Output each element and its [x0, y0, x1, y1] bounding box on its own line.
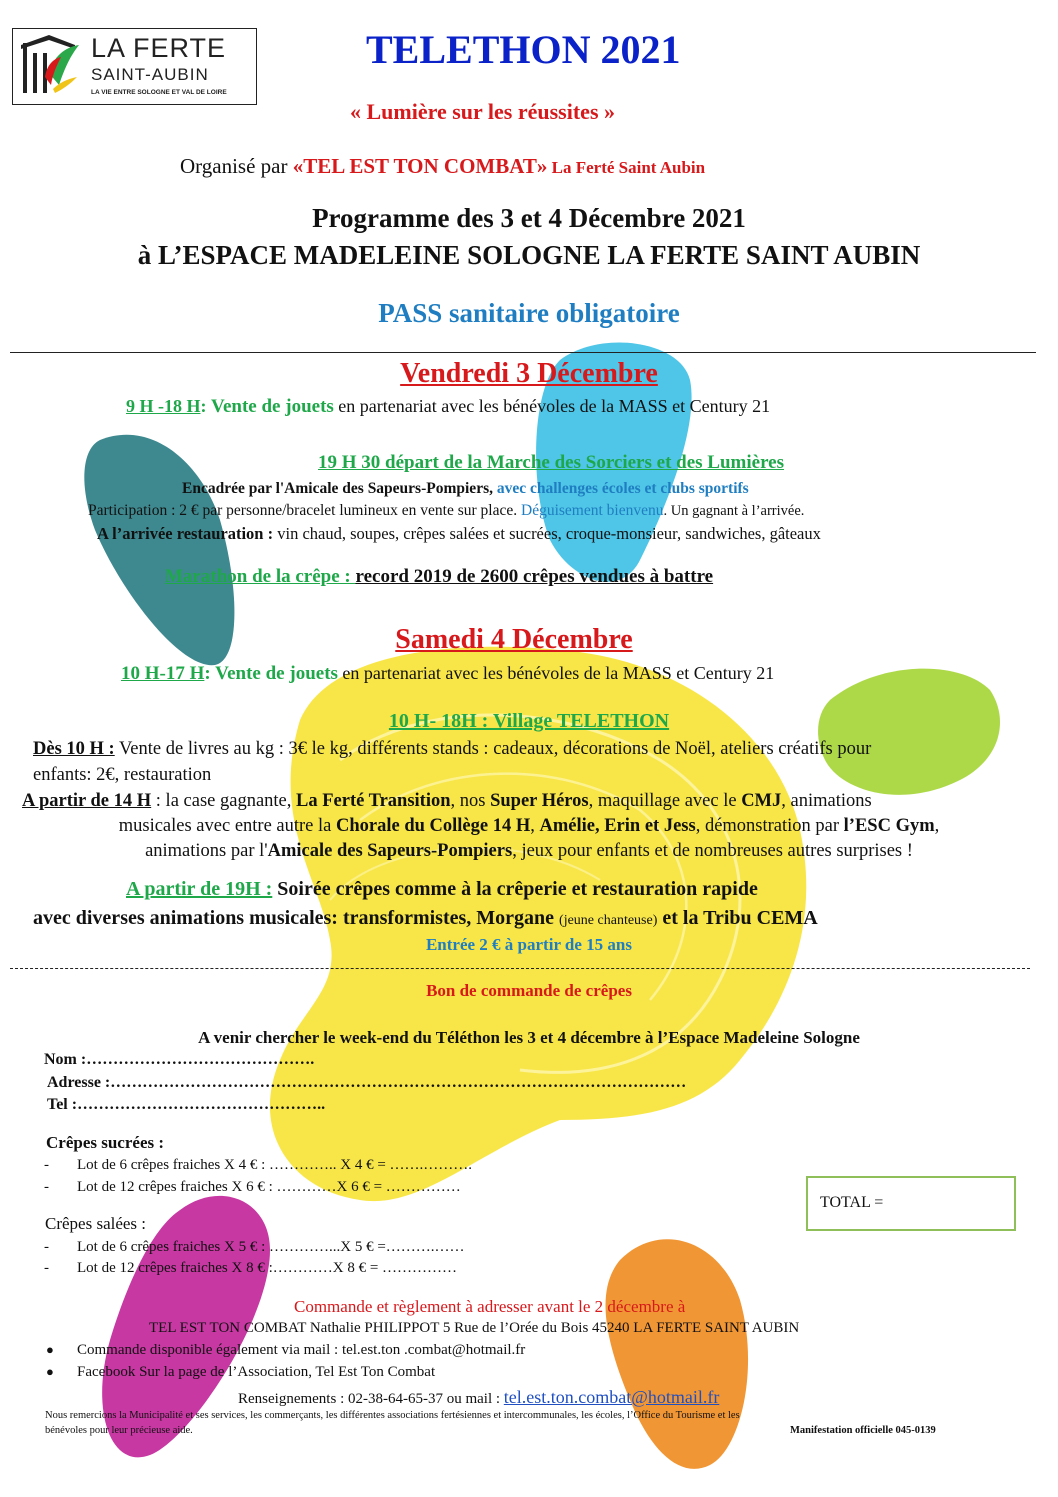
salty-crepes-title: Crêpes salées : — [45, 1214, 147, 1233]
programme-line1: Programme des 3 et 4 Décembre 2021 — [312, 203, 746, 233]
participation-line — [88, 502, 804, 520]
organizer-prefix: Organisé par — [180, 154, 293, 178]
from14-line2 — [0, 816, 1058, 837]
evening-line2 — [33, 907, 818, 930]
from14-text-d: Super Héros — [490, 791, 589, 811]
march-challenges: avec challenges écoles et clubs sportifs — [496, 480, 749, 497]
organizer-name: «TEL EST TON COMBAT» — [292, 154, 548, 178]
marathon-record: record 2019 de 2600 crêpes vendues à battre — [355, 566, 714, 587]
from14-text-f: CMJ — [741, 791, 782, 811]
saturday-toys-rest: en partenariat avec les bénévoles de la MASS et Century 21 — [337, 663, 775, 683]
evening-line — [126, 878, 758, 901]
bullet-dot-icon: ● — [46, 1364, 54, 1379]
info-email-link[interactable]: tel.est.ton.combat@hotmail.fr — [503, 1387, 720, 1407]
friday-toys-line — [126, 396, 770, 418]
dash-bullet: - — [44, 1260, 49, 1276]
costume-welcome: Déguisement bienvenu — [521, 502, 664, 519]
evening2-text-c: et la Tribu CEMA — [657, 907, 818, 929]
l2-text-d: Amélie, Erin et Jess — [539, 816, 696, 836]
from14-text-g: , animations — [781, 791, 872, 811]
dash-bullet: - — [44, 1239, 49, 1255]
sweet-line-2[interactable]: Lot de 12 crêpes fraiches X 6 € : …………X 6 € = …………… — [77, 1179, 461, 1195]
saturday-toys-line — [121, 663, 774, 685]
friday-toys-label: Vente de jouets — [211, 396, 334, 417]
arrival-line — [97, 524, 821, 544]
evening-text: Soirée crêpes comme à la crêperie et restauration rapide — [272, 878, 758, 900]
march-supervised: Encadrée par l'Amicale des Sapeurs-Pompiers, — [182, 480, 497, 497]
from10-label: Dès 10 H : — [33, 739, 115, 759]
village-title: 10 H- 18H : Village TELETHON — [388, 710, 670, 732]
dash-bullet: - — [44, 1157, 49, 1173]
from14-text-a: : la case gagnante, — [151, 791, 297, 811]
order-title: Bon de commande de crêpes — [426, 981, 632, 1000]
from14-line3 — [0, 841, 1058, 862]
pass-sanitaire: PASS sanitaire obligatoire — [378, 298, 680, 328]
logo-line2: SAINT-AUBIN — [91, 65, 209, 84]
marathon-line — [165, 566, 713, 588]
l3-text-a: animations par l' — [145, 841, 268, 861]
l2-text-e: , démonstration par — [695, 816, 844, 836]
winner-text: . Un gagnant à l’arrivée. — [663, 503, 805, 519]
from14-text-e: , maquillage avec le — [588, 791, 742, 811]
town-logo — [12, 28, 257, 105]
info-line — [238, 1387, 719, 1408]
friday-toys-time: 9 H -18 H — [126, 396, 201, 416]
evening-label: A partir de 19H : — [126, 878, 273, 900]
total-label: TOTAL = — [820, 1194, 884, 1211]
name-field[interactable]: Nom :……………………………………. — [44, 1051, 315, 1068]
arrival-text: vin chaud, soupes, crêpes salées et sucrées, croque-monsieur, sandwiches, gâteaux — [273, 524, 821, 543]
order-deadline: Commande et règlement à adresser avant le 2 décembre à — [294, 1297, 686, 1316]
thanks-line2: bénévoles pour leur précieuse aide. — [45, 1425, 193, 1436]
chateau-logo-icon — [19, 33, 85, 99]
friday-toys-rest: en partenariat avec les bénévoles de la MASS et Century 21 — [333, 396, 771, 416]
saturday-toys-time: 10 H-17 H — [121, 663, 205, 684]
dash-bullet: - — [44, 1179, 49, 1195]
from14-text-c: , nos — [450, 791, 491, 811]
bullet-dot-icon: ● — [46, 1342, 54, 1357]
slogan: « Lumière sur les réussites » — [350, 99, 615, 124]
sweet-line-1[interactable]: Lot de 6 crêpes fraiches X 4 € : ………….. X 4 € = …….………. — [77, 1157, 473, 1173]
programme-line2: à L’ESPACE MADELEINE SOLOGNE LA FERTE SAINT AUBIN — [137, 240, 921, 270]
entry-fee: Entrée 2 € à partir de 15 ans — [425, 935, 633, 954]
logo-line1: LA FERTE — [91, 33, 227, 63]
address-field[interactable]: Adresse :……………………………………………………………………………………………… — [47, 1074, 687, 1091]
participation: Participation : 2 € par personne/bracelet lumineux en vente sur place. — [88, 502, 521, 519]
tel-field[interactable]: Tel :……………………………………….. — [47, 1096, 326, 1113]
divider — [10, 352, 1036, 353]
page-title: TELETHON 2021 — [366, 27, 681, 72]
from14-text-b: La Ferté Transition — [296, 791, 451, 811]
evening2-text-b: (jeune chanteuse) — [559, 913, 658, 928]
from10-line — [33, 739, 871, 760]
l2-text-a: musicales avec entre autre la — [118, 816, 336, 836]
logo-tagline: LA VIE ENTRE SOLOGNE ET VAL DE LOIRE — [91, 89, 227, 96]
evening2-text-a: avec diverses animations musicales: transformistes, Morgane — [33, 907, 560, 929]
pickup-line: A venir chercher le week-end du Téléthon les 3 et 4 décembre à l’Espace Madeleine Sologne — [198, 1028, 860, 1047]
mail-order-line: Commande disponible également via mail : tel.est.ton .combat@hotmail.fr — [77, 1342, 526, 1358]
l2-text-f: l’ESC Gym — [843, 816, 935, 836]
l2-text-b: Chorale du Collège 14 H — [336, 816, 531, 836]
march-title: 19 H 30 départ de la Marche des Sorciers et des Lumières — [318, 452, 784, 473]
from10-line2: enfants: 2€, restauration — [33, 765, 212, 785]
from14-label: A partir de 14 H — [22, 791, 152, 811]
l2-text-c: , — [530, 816, 540, 836]
sweet-crepes-title: Crêpes sucrées : — [46, 1133, 165, 1152]
total-box[interactable] — [806, 1176, 1016, 1231]
l3-text-c: , jeux pour enfants et de nombreuses autres surprises ! — [512, 841, 913, 861]
salty-line-1[interactable]: Lot de 6 crêpes fraiches X 5 € : …………...X 5 € =……….…… — [77, 1239, 465, 1255]
organizer-place: La Ferté Saint Aubin — [547, 158, 706, 177]
march-supervised-line — [182, 480, 749, 498]
thanks-line1: Nous remercions la Municipalité et ses services, les commerçants, les différentes associations fertésiennes et intercommunales, les écoles, l’Office du Tourisme et les — [45, 1410, 740, 1421]
salty-line-2[interactable]: Lot de 12 crêpes fraiches X 8 € :…………X 8 € = …………… — [77, 1260, 458, 1276]
saturday-title: Samedi 4 Décembre — [395, 624, 633, 655]
marathon-label: Marathon de la crêpe : — [165, 566, 356, 587]
arrival-label: A l’arrivée restauration : — [97, 524, 274, 543]
saturday-toys-label: : Vente de jouets — [204, 663, 338, 684]
facebook-line: Facebook Sur la page de l’Association, Tel Est Ton Combat — [77, 1364, 436, 1380]
organizer-line — [180, 154, 705, 179]
info-prefix: Renseignements : 02-38-64-65-37 ou mail : — [238, 1391, 504, 1407]
friday-title: Vendredi 3 Décembre — [400, 358, 658, 389]
official-event: Manifestation officielle 045-0139 — [790, 1425, 936, 1436]
l2-text-g: , — [934, 816, 940, 836]
from14-line — [22, 791, 872, 812]
contact-address: TEL EST TON COMBAT Nathalie PHILIPPOT 5 Rue de l’Orée du Bois 45240 LA FERTE SAINT AUBIN — [149, 1320, 800, 1336]
cut-line — [10, 968, 1030, 969]
l3-text-b: Amicale des Sapeurs-Pompiers — [267, 841, 513, 861]
friday-toys-sep: : — [200, 396, 211, 416]
from10-text: Vente de livres au kg : 3€ le kg, différents stands : cadeaux, décorations de Noël, ateliers créatifs pour — [114, 739, 872, 759]
